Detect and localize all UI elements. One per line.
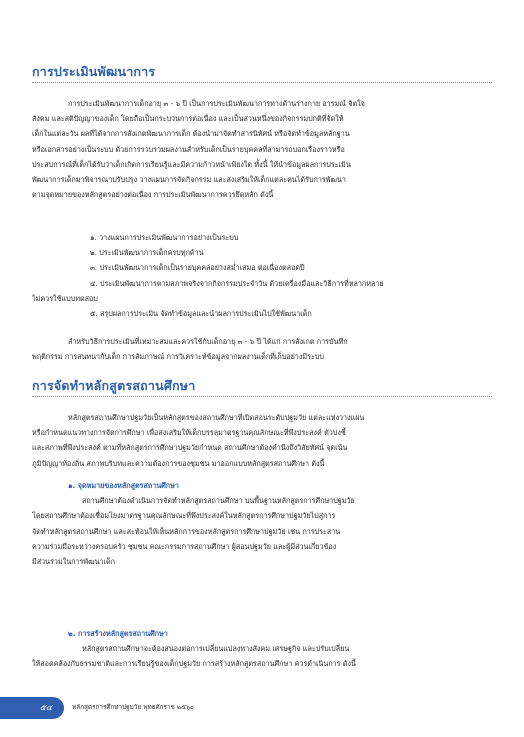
text-line: โดยสถานศึกษาต้องเชื่อมโยงมาตรฐานคุณลักษณะที่พึงประสงค์ในหลักสูตรการศึกษาปฐมวัยไปสู่การ: [32, 511, 336, 521]
list-item: ๓. ประเมินพัฒนาการเด็กเป็นรายบุคคลอย่างสม่ำเสมอ ต่อเนื่องตลอดปี: [90, 263, 305, 273]
subsection-1: [32, 478, 492, 569]
text-line: สำหรับวิธีการประเมินที่เหมาะสมและควรใช้กับเด็กอายุ ๓ - ๖ ปี ได้แก่ การสังเกต การบันทึก: [68, 337, 348, 346]
text-line: หลักสูตรสถานศึกษาปฐมวัยเป็นหลักสูตรของสถานศึกษาที่เปิดสอนระดับปฐมวัย แต่ละแห่งวางแผน: [68, 413, 365, 422]
section-2-title: การจัดทำหลักสูตรสถานศึกษา: [32, 378, 196, 393]
section-2-divider: [32, 396, 492, 397]
list-item: ๔. ประเมินพัฒนาการตามสภาพจริงจากกิจกรรมประจำวัน ด้วยเครื่องมือและวิธีการที่หลากหลาย: [90, 278, 384, 288]
text-line: ให้สอดคล้องกับธรรมชาติและการเรียนรู้ของเด็กปฐมวัย การสร้างหลักสูตรสถานศึกษา ควรดำเนินการ ดังนี้: [32, 659, 356, 669]
list-item: ๕. สรุปผลการประเมิน จัดทำข้อมูลและนำผลการประเมินไปใช้พัฒนาเด็ก: [90, 308, 312, 318]
text-line: การประเมินพัฒนาการเด็กอายุ ๓ - ๖ ปี เป็นการประเมินพัฒนาการทางด้านร่างกาย อารมณ์ จิตใจ: [68, 99, 365, 108]
text-line: หรือกำหนดแนวทางการจัดการศึกษา เพื่อส่งเสริมให้เด็กบรรลุมาตรฐานคุณลักษณะที่พึงประสงค์ ตัวบ่งชี้: [32, 428, 346, 438]
section-1-title: การประเมินพัฒนาการ: [32, 64, 156, 79]
page-number-badge: ๕๔: [0, 697, 64, 719]
subsection-2-heading: ๒. การสร้างหลักสูตรสถานศึกษา: [68, 629, 168, 638]
text-line: ภูมิปัญญาท้องถิ่น สภาพบริบทและความต้องการของชุมชน มาออกแบบหลักสูตรสถานศึกษา ดังนี้: [32, 458, 325, 468]
footer-title: หลักสูตรการศึกษาปฐมวัย พุทธศักราช ๒๕๖๐: [72, 703, 194, 711]
text-line: ความร่วมมือระหว่างครอบครัว ชุมชน คณะกรรมการสถานศึกษา ผู้สอนปฐมวัย และผู้มีส่วนเกี่ยวข้อง: [32, 541, 337, 551]
text-line: หรือเอกสารอย่างเป็นระบบ ด้วยการรวบรวมผลงานสำหรับเด็กเป็นรายบุคคลที่สามารถบอกเรื่องราวหรือ: [32, 144, 345, 154]
subsection-2: [32, 626, 492, 672]
section-1-divider: [32, 82, 492, 83]
text-line: หลักสูตรสถานศึกษาจะต้องสนองต่อการเปลี่ยนแปลงทางสังคม เศรษฐกิจ และปรับเปลี่ยน: [82, 644, 350, 654]
text-line: เด็กในแต่ละวัน ผลที่ได้จากการสังเกตพัฒนาการเด็ก ต้องนำมาจัดทำสารนิทัศน์ หรือจัดทำข้อมูลหลักฐาน: [32, 129, 350, 139]
subsection-1-heading: ๑. จุดหมายของหลักสูตรสถานศึกษา: [68, 481, 179, 490]
section-2-paragraph: [32, 410, 492, 471]
section-2-header: [32, 372, 492, 396]
list-item-continuation: ไม่ควรใช้แบบทดสอบ: [32, 293, 98, 303]
text-line: สถานศึกษาต้องดำเนินการจัดทำหลักสูตรสถานศึกษา บนพื้นฐานหลักสูตรการศึกษาปฐมวัย: [82, 496, 355, 506]
text-line: จัดทำหลักสูตรสถานศึกษา และสะท้อนให้เห็นหลักการของหลักสูตรการศึกษาปฐมวัย เช่น การประสาน: [32, 526, 341, 536]
text-line: พฤติกรรม การสนทนากับเด็ก การสัมภาษณ์ การวิเคราะห์ข้อมูลจากผลงานเด็กที่เก็บอย่างมีระบบ: [32, 352, 324, 362]
list-item: ๑. วางแผนการประเมินพัฒนาการอย่างเป็นระบบ: [90, 233, 239, 242]
list-item: ๒. ประเมินพัฒนาการเด็กครบทุกด้าน: [90, 248, 204, 258]
section-1-list: [32, 230, 492, 321]
text-line: สังคม และสติปัญญาของเด็ก โดยถือเป็นกระบวนการต่อเนื่อง และเป็นส่วนหนึ่งของกิจกรรมปกติที่จัดให้: [32, 114, 344, 124]
section-1-header: [32, 58, 492, 82]
section-1-paragraph: [32, 96, 492, 202]
page-footer: [0, 697, 524, 737]
text-line: ประสบการณ์ที่เด็กได้รับว่าเด็กเกิดการเรียนรู้และมีความก้าวหน้าเพียงใด ทั้งนี้ ให้นำข้อมูลผลการประเมิน: [32, 159, 351, 169]
text-line: มีส่วนร่วมในการพัฒนาเด็ก: [32, 556, 116, 566]
text-line: พัฒนาการเด็กมาพิจารณาปรับปรุง วางแผนการจัดกิจกรรม และส่งเสริมให้เด็กแต่ละคนได้รับการพัฒนา: [32, 174, 346, 184]
text-line: ตามจุดหมายของหลักสูตรอย่างต่อเนื่อง การประเมินพัฒนาการควรยึดหลัก ดังนี้: [32, 190, 274, 200]
text-line: และสภาพที่พึงประสงค์ ตามที่หลักสูตรการศึกษาปฐมวัยกำหนด สถานศึกษาต้องคำนึงถึงวิสัยทัศน์ จุดเน้น: [32, 443, 348, 453]
section-1-closing: [32, 334, 492, 364]
